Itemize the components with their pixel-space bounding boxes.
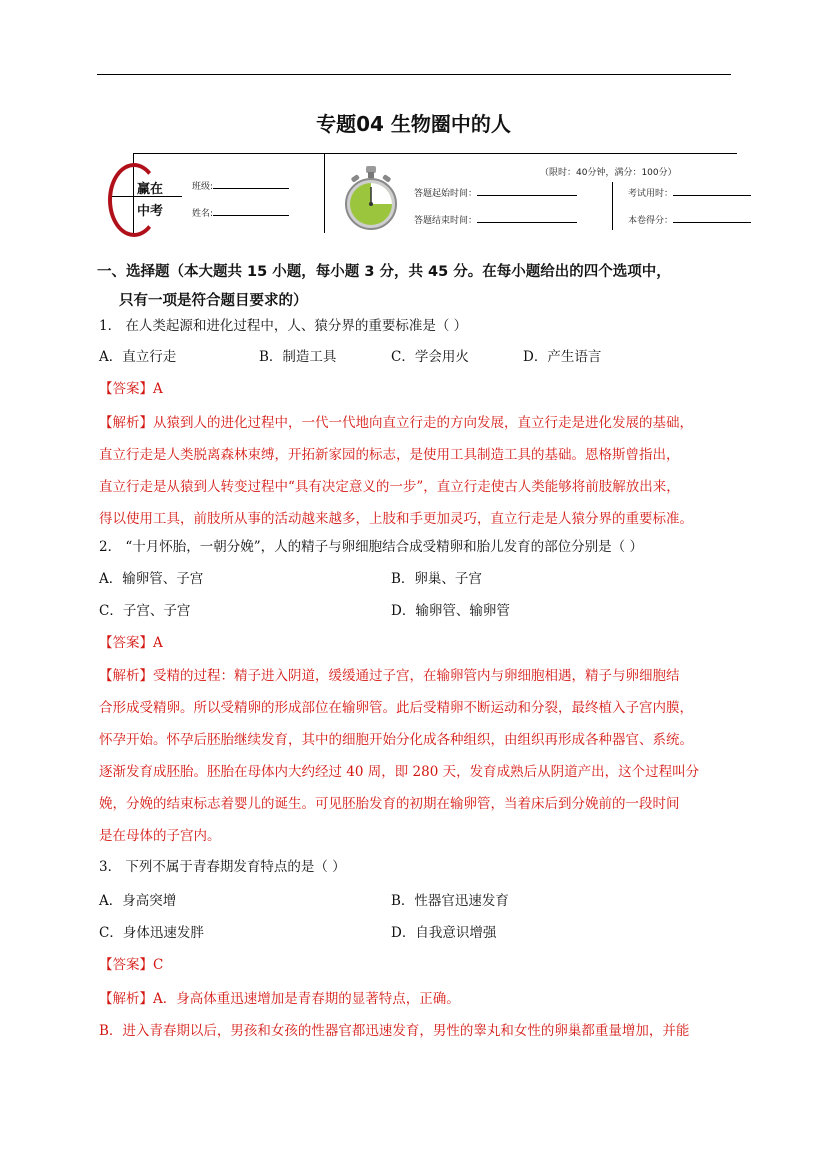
q2-explanation-line: 娩，分娩的结束标志着婴儿的诞生。可见胚胎发育的初期在输卵管，当着床后到分娩前的一段时间 [99, 796, 680, 812]
class-label: 班级: [192, 182, 214, 192]
score-label: 本卷得分： [628, 216, 674, 226]
end-time-label: 答题结束时间： [414, 216, 478, 226]
q3-explanation-line: 【解析】A．身高体重迅速增加是青春期的显著特点，正确。 [99, 991, 460, 1007]
q3-explanation [99, 983, 739, 1047]
question-2-stem: 2． “十月怀胎，一朝分娩”，人的精子与卵细胞结合成受精卵和胎儿发育的部位分别是（ ） [99, 539, 643, 555]
q2-option-c[interactable]: C．子宫、子宫 [99, 603, 191, 619]
q3-explanation-line: B．进入青春期以后，男孩和女孩的性器官都迅速发育，男性的睾丸和女性的卵巢都重量增加，并能 [99, 1023, 690, 1039]
q2-explanation [99, 660, 739, 852]
q2-explanation-line: 怀孕开始。怀孕后胚胎继续发育，其中的细胞开始分化成各种组织，由组织再形成各种器官、系统。 [99, 732, 693, 748]
end-time-field [414, 212, 577, 226]
q3-option-d[interactable]: D．自我意识增强 [391, 925, 497, 941]
header-top-line [133, 153, 737, 154]
q2-explanation-line: 是在母体的子宫内。 [99, 828, 221, 844]
q3-option-c[interactable]: C．身体迅速发胖 [99, 925, 204, 941]
q3-option-b[interactable]: B．性器官迅速发育 [391, 893, 509, 909]
q1-explanation [99, 407, 739, 535]
class-field [192, 178, 289, 192]
q1-option-c[interactable]: C．学会用火 [391, 349, 469, 365]
q2-explanation-line: 逐渐发育成胚胎。胚胎在母体内大约经过 40 周，即 280 天，发育成熟后从阴道产出，这个过程叫分 [99, 764, 700, 780]
q1-explanation-line: 直立行走是从猿到人转变过程中“具有决定意义的一步”，直立行走使古人类能够将前肢解放出来， [99, 479, 680, 495]
class-blank[interactable] [213, 178, 289, 189]
stopwatch-icon [343, 164, 399, 232]
q1-option-b[interactable]: B．制造工具 [259, 349, 337, 365]
q2-explanation-line: 合形成受精卵。所以受精卵的形成部位在输卵管。此后受精卵不断运动和分裂，最终植入子宫内膜， [99, 700, 693, 716]
q1-explanation-line: 【解析】从猿到人的进化过程中，一代一代地向直立行走的方向发展，直立行走是进化发展的基础， [99, 415, 693, 431]
q1-explanation-line: 得以使用工具，前肢所从事的活动越来越多，上肢和手更加灵巧，直立行走是人猿分界的重要标准。 [99, 511, 693, 527]
q2-answer: 【答案】A [99, 635, 163, 651]
q2-explanation-line: 【解析】受精的过程：精子进入阴道，缓缓通过子宫，在输卵管内与卵细胞相遇，精子与卵细胞结 [99, 668, 680, 684]
logo-text-top: 赢在 [137, 182, 164, 197]
header-divider-1 [324, 153, 325, 233]
q1-option-d[interactable]: D．产生语言 [523, 349, 602, 365]
logo-text-bottom: 中考 [137, 204, 164, 219]
name-label: 姓名: [192, 209, 214, 219]
duration-field [628, 185, 751, 199]
section-heading-line2: 只有一项是符合题目要求的） [119, 293, 308, 309]
score-field [628, 212, 751, 226]
q2-option-b[interactable]: B．卵巢、子宫 [391, 571, 482, 587]
q3-option-a[interactable]: A．身高突增 [99, 893, 177, 909]
start-time-blank[interactable] [477, 185, 577, 196]
q2-option-a[interactable]: A．输卵管、子宫 [99, 571, 204, 587]
name-field [192, 205, 289, 219]
start-time-field [414, 185, 577, 199]
header-divider-2 [612, 182, 613, 230]
section-heading [97, 258, 747, 316]
q1-explanation-line: 直立行走是人类脱离森林束缚，开拓新家园的标志，是使用工具制造工具的基础。恩格斯曾指出， [99, 447, 680, 463]
top-rule [97, 74, 731, 75]
end-time-blank[interactable] [477, 212, 577, 223]
name-blank[interactable] [213, 205, 289, 216]
q3-answer: 【答案】C [99, 957, 164, 973]
time-limit: （限时：40分钟，满分：100分） [540, 168, 677, 178]
score-blank[interactable] [673, 212, 751, 223]
page-title: 专题04 生物圈中的人 [316, 112, 511, 136]
duration-blank[interactable] [673, 185, 751, 196]
q1-answer: 【答案】A [99, 381, 163, 397]
question-1-stem: 1． 在人类起源和进化过程中，人、猿分界的重要标准是（ ） [99, 318, 468, 334]
duration-label: 考试用时： [628, 189, 674, 199]
start-time-label: 答题起始时间： [414, 189, 478, 199]
section-heading-line1: 一、选择题（本大题共 15 小题，每小题 3 分，共 45 分。在每小题给出的四个选项中， [97, 264, 671, 280]
question-3-stem: 3． 下列不属于青春期发育特点的是（ ） [99, 859, 346, 875]
q2-option-d[interactable]: D．输卵管、输卵管 [391, 603, 510, 619]
q1-option-a[interactable]: A．直立行走 [99, 349, 177, 365]
